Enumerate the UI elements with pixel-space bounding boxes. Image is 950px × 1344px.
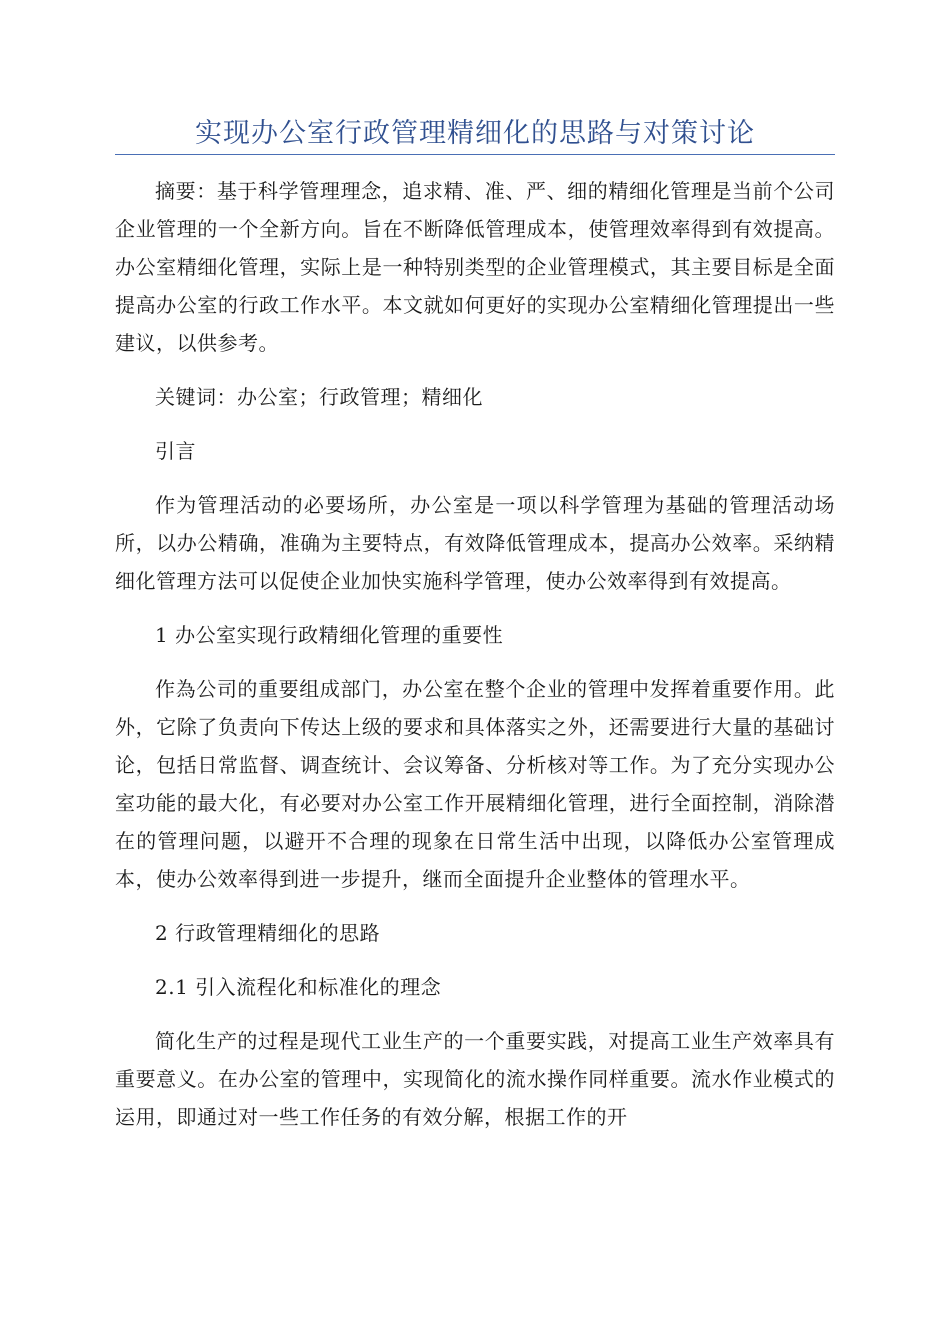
section-heading-2: 2 行政管理精细化的思路 [155,921,381,945]
intro-paragraph: 作为管理活动的必要场所，办公室是一项以科学管理为基础的管理活动场所，以办公精确，准确为主要特点，有效降低管理成本，提高办公效率。采纳精细化管理方法可以促使企业加快实施科学管理，使办公效率得到有效提高。 [115,493,835,593]
subsection-heading-2-1: 2.1 引入流程化和标准化的理念 [155,975,442,999]
title-underline [115,154,835,155]
document-body [115,172,835,1136]
section-heading-intro: 引言 [155,439,196,463]
section-1-paragraph: 作為公司的重要组成部门，办公室在整个企业的管理中发挥着重要作用。此外，它除了负责向下传达上级的要求和具体落实之外，还需要进行大量的基础讨论，包括日常监督、调查统计、会议筹备、分析核对等工作。为了充分实现办公室功能的最大化，有必要对办公室工作开展精细化管理，进行全面控制，消除潜在的管理问题，以避开不合理的现象在日常生活中出现，以降低办公室管理成本，使办公效率得到进一步提升，继而全面提升企业整体的管理水平。 [115,677,835,891]
document-title: 实现办公室行政管理精细化的思路与对策讨论 [195,118,755,149]
abstract-paragraph: 摘要：基于科学管理理念，追求精、准、严、细的精细化管理是当前个公司企业管理的一个全新方向。旨在不断降低管理成本，使管理效率得到有效提高。办公室精细化管理，实际上是一种特别类型的企业管理模式，其主要目标是全面提高办公室的行政工作水平。本文就如何更好的实现办公室精细化管理提出一些建议，以供参考。 [115,179,835,355]
keywords-line: 关键词：办公室；行政管理；精细化 [155,385,483,409]
subsection-2-1-paragraph: 简化生产的过程是现代工业生产的一个重要实践，对提高工业生产效率具有重要意义。在办公室的管理中，实现简化的流水操作同样重要。流水作业模式的运用，即通过对一些工作任务的有效分解，根据工作的开 [115,1029,835,1129]
section-heading-1: 1 办公室实现行政精细化管理的重要性 [155,623,504,647]
